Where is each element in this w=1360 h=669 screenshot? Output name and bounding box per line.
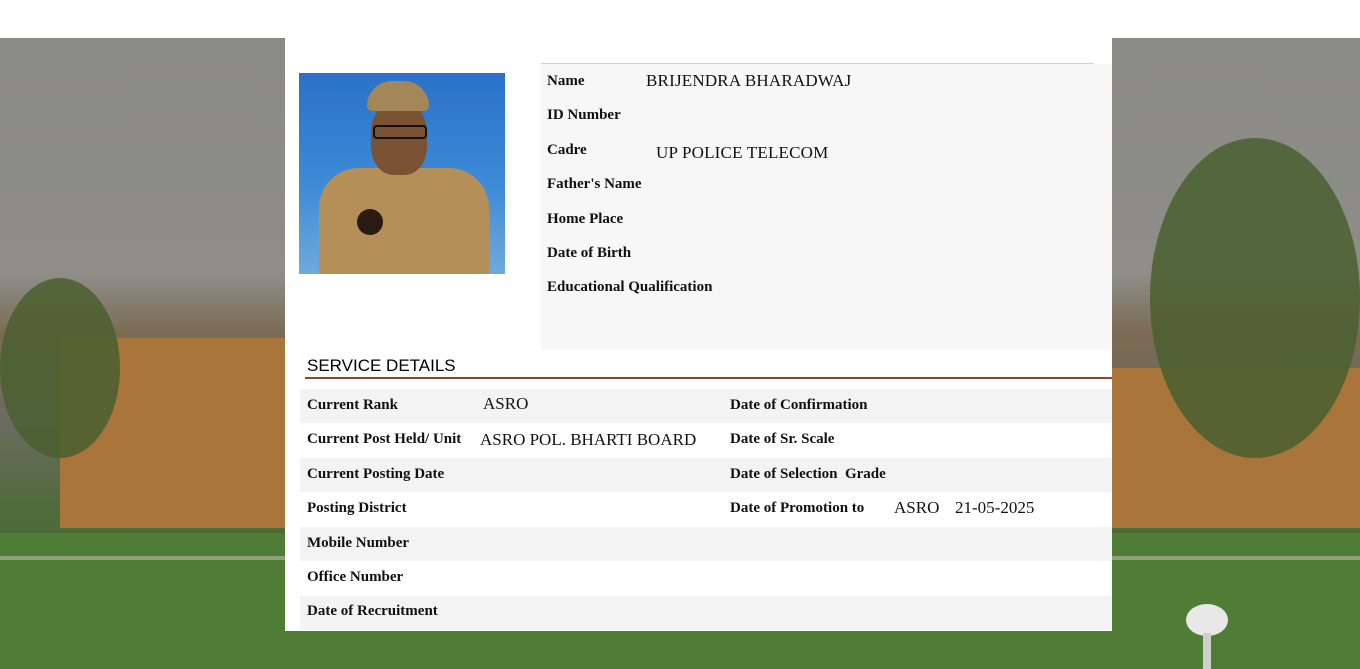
date-of-sr-scale-label: Date of Sr. Scale: [730, 431, 835, 447]
current-post-value: ASRO POL. BHARTI BOARD: [480, 430, 697, 449]
lamp-globe: [1186, 604, 1228, 636]
glasses-shape: [373, 125, 427, 139]
current-post-label: Current Post Held/ Unit: [307, 431, 462, 447]
row-band: [300, 527, 1112, 561]
current-rank-label: Current Rank: [307, 397, 398, 413]
lamp-post: [1203, 633, 1211, 669]
cap-shape: [367, 81, 429, 111]
office-number-label: Office Number: [307, 569, 404, 585]
date-of-birth-label: Date of Birth: [547, 245, 632, 261]
tree-left: [0, 278, 120, 458]
posting-district-label: Posting District: [307, 500, 407, 516]
tree-right: [1150, 138, 1360, 458]
promotion-rank-value: ASRO: [894, 498, 940, 517]
current-posting-date-label: Current Posting Date: [307, 466, 445, 482]
date-of-confirmation-label: Date of Confirmation: [730, 397, 868, 413]
section-divider: [305, 377, 1112, 379]
uniform-shape: [319, 168, 489, 274]
name-label: Name: [547, 73, 585, 89]
fathers-name-label: Father's Name: [547, 176, 642, 192]
mobile-number-label: Mobile Number: [307, 535, 410, 551]
badge-icon: [357, 209, 383, 235]
service-details-title: SERVICE DETAILS: [307, 356, 456, 375]
officer-photo: [299, 73, 505, 274]
date-of-recruitment-label: Date of Recruitment: [307, 603, 438, 619]
personal-details-panel: [541, 64, 1112, 350]
educational-qualification-label: Educational Qualification: [547, 279, 713, 295]
face-shape: [371, 103, 427, 175]
date-of-promotion-label: Date of Promotion to: [730, 500, 865, 516]
cadre-label: Cadre: [547, 142, 587, 158]
home-place-label: Home Place: [547, 211, 624, 227]
cadre-value: UP POLICE TELECOM: [656, 143, 829, 162]
id-number-label: ID Number: [547, 107, 621, 123]
row-band: [300, 389, 1112, 423]
date-of-selection-grade-label: Date of Selection Grade: [730, 466, 886, 482]
divider: [541, 63, 1094, 64]
promotion-date-value: 21-05-2025: [955, 498, 1035, 517]
current-rank-value: ASRO: [483, 394, 529, 413]
name-value: BRIJENDRA BHARADWAJ: [646, 71, 852, 90]
